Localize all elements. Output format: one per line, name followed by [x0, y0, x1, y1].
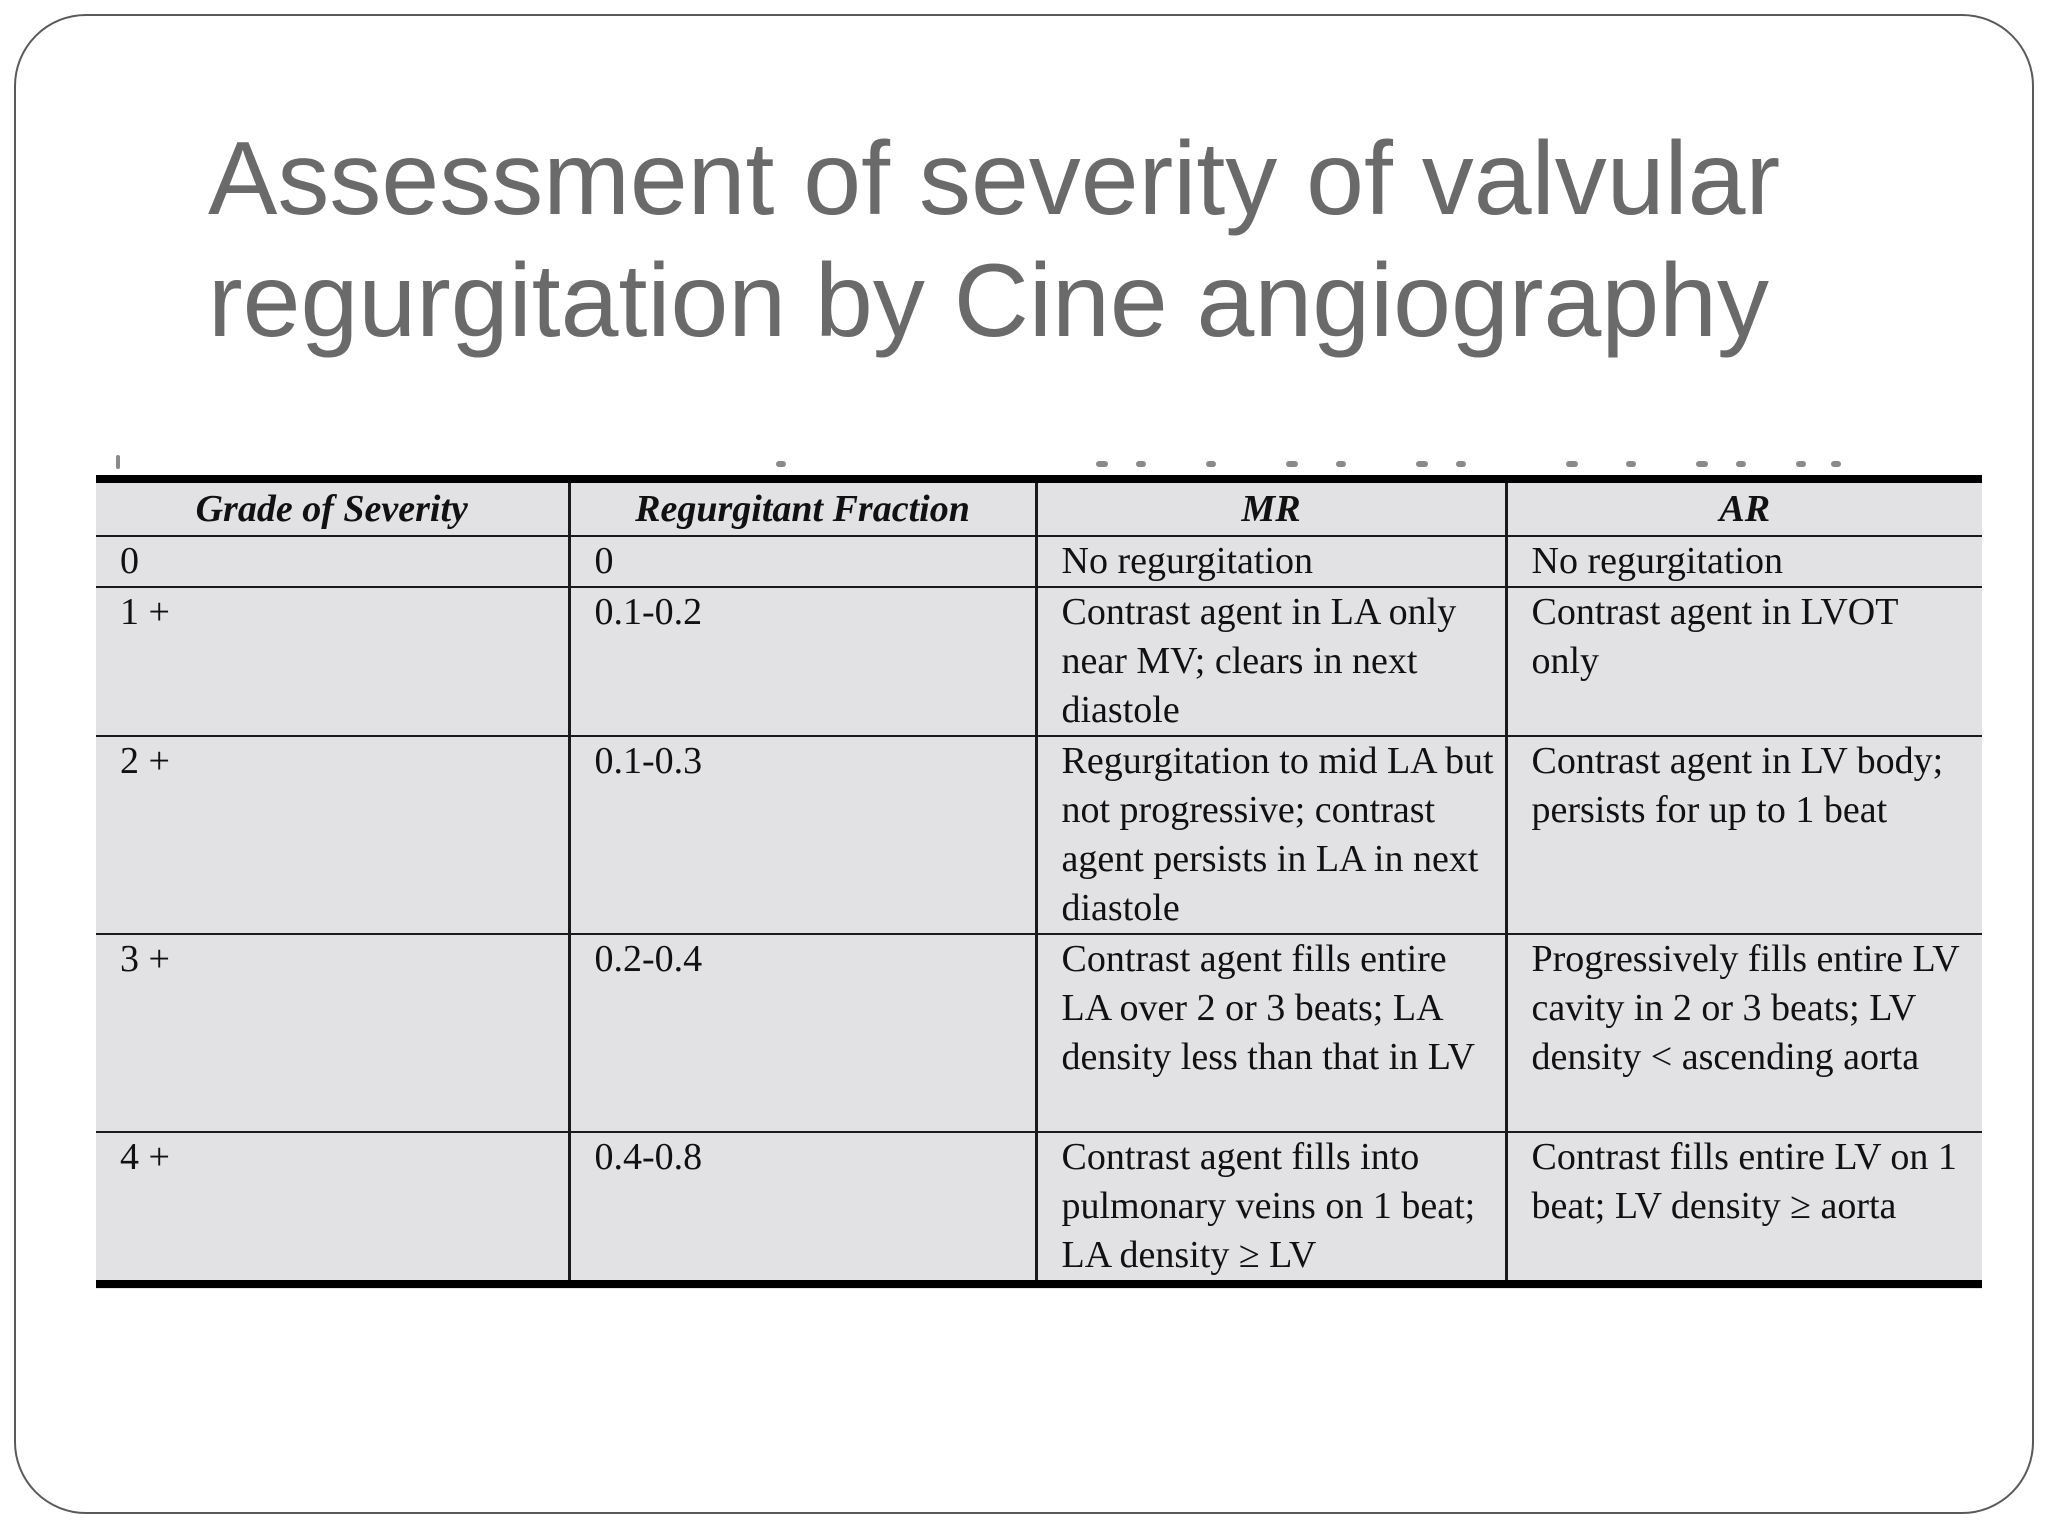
cell-grade: 3 +: [96, 934, 569, 1132]
cell-fraction: 0.1-0.3: [569, 736, 1036, 934]
header-ar: AR: [1506, 479, 1982, 536]
cell-mr: Contrast agent fills into pulmonary veins on 1 beat; LA density ≥ LV: [1036, 1132, 1506, 1284]
slide-title: [208, 118, 1988, 362]
cell-ar: Contrast agent in LV body; persists for up to 1 beat: [1506, 736, 1982, 934]
cell-fraction: 0.1-0.2: [569, 587, 1036, 736]
table-row: [96, 736, 1982, 934]
title-line-1: Assessment of severity of valvular: [208, 121, 1781, 237]
cell-ar: Progressively fills entire LV cavity in 2 or 3 beats; LV density < ascending aorta: [1506, 934, 1982, 1132]
severity-table: [96, 475, 1982, 1288]
table-row: [96, 536, 1982, 587]
cell-ar: No regurgitation: [1506, 536, 1982, 587]
cell-grade: 4 +: [96, 1132, 569, 1284]
cell-mr: No regurgitation: [1036, 536, 1506, 587]
cell-grade: 1 +: [96, 587, 569, 736]
table-header-row: [96, 479, 1982, 536]
cell-fraction: 0.4-0.8: [569, 1132, 1036, 1284]
table-row: [96, 934, 1982, 1132]
table-row: [96, 587, 1982, 736]
cell-grade: 2 +: [96, 736, 569, 934]
table-image: [96, 455, 1982, 1289]
cell-fraction: 0: [569, 536, 1036, 587]
cell-ar: Contrast agent in LVOT only: [1506, 587, 1982, 736]
title-line-2: regurgitation by Cine angiography: [208, 243, 1770, 359]
header-grade-of-severity: Grade of Severity: [96, 479, 569, 536]
cell-mr: Contrast agent fills entire LA over 2 or 3 beats; LA density less than that in LV: [1036, 934, 1506, 1132]
header-mr: MR: [1036, 479, 1506, 536]
table-row: [96, 1132, 1982, 1284]
cell-fraction: 0.2-0.4: [569, 934, 1036, 1132]
cell-grade: 0: [96, 536, 569, 587]
cell-mr: Contrast agent in LA only near MV; clears in next diastole: [1036, 587, 1506, 736]
cell-mr: Regurgitation to mid LA but not progressive; contrast agent persists in LA in next diastole: [1036, 736, 1506, 934]
cropped-caption-remnant: [96, 455, 1982, 475]
header-regurgitant-fraction: Regurgitant Fraction: [569, 479, 1036, 536]
cell-ar: Contrast fills entire LV on 1 beat; LV density ≥ aorta: [1506, 1132, 1982, 1284]
